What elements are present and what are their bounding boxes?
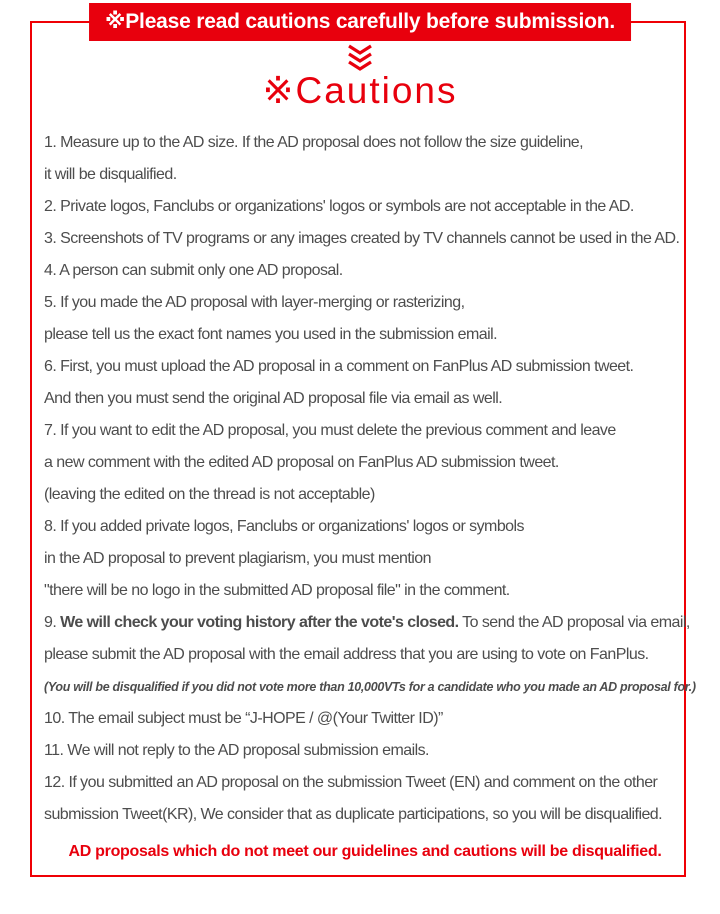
caution-line-9a-prefix: 9. xyxy=(44,614,61,631)
caution-line-10: 10. The email subject must be “J-HOPE / @(Your Twitter ID)” xyxy=(44,710,443,727)
caution-line-6a: 6. First, you must upload the AD proposal in a comment on FanPlus AD submission tweet. xyxy=(44,358,634,375)
caution-line-9-note: (You will be disqualified if you did not vote more than 10,000VTs for a candidate who you made an AD proposal for.) xyxy=(44,680,696,694)
caution-line-12b: submission Tweet(KR), We consider that as duplicate participations, so you will be disqualified. xyxy=(44,806,663,823)
caution-line-8b: in the AD proposal to prevent plagiarism, you must mention xyxy=(44,550,431,567)
caution-banner-text: ※Please read cautions carefully before submission. xyxy=(105,10,615,33)
caution-line-6b: And then you must send the original AD proposal file via email as well. xyxy=(44,390,503,407)
caution-line-8a: 8. If you added private logos, Fanclubs or organizations' logos or symbols xyxy=(44,518,524,535)
caution-line-1a: 1. Measure up to the AD size. If the AD proposal does not follow the size guideline, xyxy=(44,134,584,151)
caution-line-7b: a new comment with the edited AD proposal on FanPlus AD submission tweet. xyxy=(44,454,559,471)
caution-banner xyxy=(89,3,631,41)
caution-line-8c: "there will be no logo in the submitted AD proposal file" in the comment. xyxy=(44,582,510,599)
caution-line-9a xyxy=(44,607,690,639)
cautions-title: ※Cautions xyxy=(262,70,458,111)
caution-line-11: 11. We will not reply to the AD proposal submission emails. xyxy=(44,742,429,759)
caution-line-2: 2. Private logos, Fanclubs or organizations' logos or symbols are not acceptable in the AD. xyxy=(44,198,634,215)
caution-line-12a: 12. If you submitted an AD proposal on the submission Tweet (EN) and comment on the other xyxy=(44,774,658,791)
caution-line-3: 3. Screenshots of TV programs or any images created by TV channels cannot be used in the AD. xyxy=(44,230,680,247)
caution-line-5b: please tell us the exact font names you used in the submission email. xyxy=(44,326,497,343)
caution-line-5a: 5. If you made the AD proposal with layer-merging or rasterizing, xyxy=(44,294,465,311)
caution-line-9a-bold: We will check your voting history after the vote's closed. xyxy=(60,614,459,631)
cautions-list xyxy=(44,127,696,869)
caution-line-9a-rest: To send the AD proposal via email, xyxy=(458,614,690,631)
caution-line-9b: please submit the AD proposal with the email address that you are using to vote on FanPlus. xyxy=(44,646,649,663)
caution-line-7a: 7. If you want to edit the AD proposal, you must delete the previous comment and leave xyxy=(44,422,616,439)
caution-line-1b: it will be disqualified. xyxy=(44,166,177,183)
caution-line-4: 4. A person can submit only one AD proposal. xyxy=(44,262,343,279)
caution-line-7c: (leaving the edited on the thread is not acceptable) xyxy=(44,486,375,503)
disqualification-warning: AD proposals which do not meet our guidelines and cautions will be disqualified. xyxy=(68,843,662,860)
